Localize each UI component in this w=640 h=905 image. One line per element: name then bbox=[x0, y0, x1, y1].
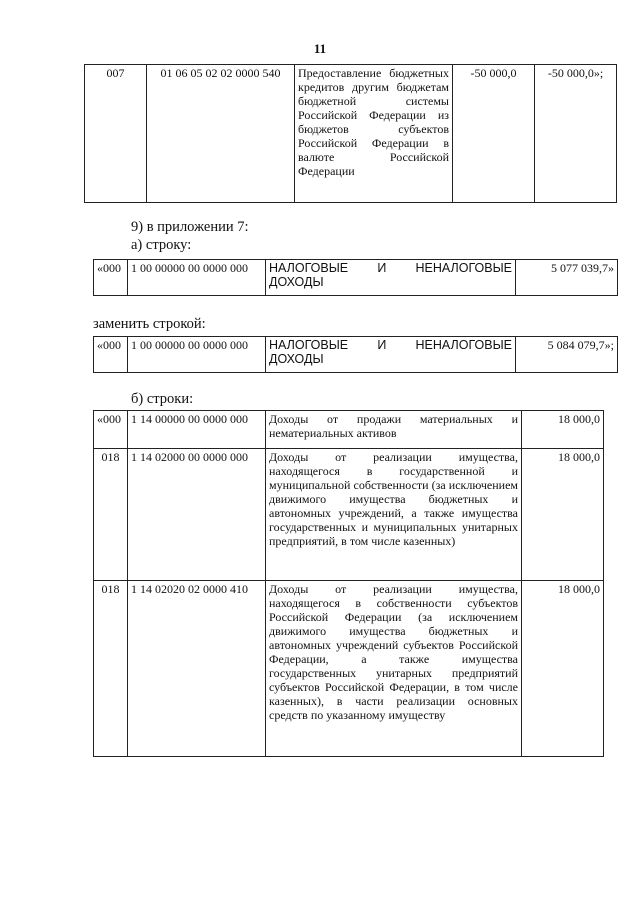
kbk-code-cell: 1 00 00000 00 0000 000 bbox=[128, 337, 266, 373]
table-row bbox=[85, 65, 617, 203]
table-row bbox=[94, 411, 604, 449]
page-number: 11 bbox=[313, 41, 327, 56]
table-row bbox=[94, 260, 618, 296]
admin-code-cell: 018 bbox=[94, 581, 128, 757]
value-cell: -50 000,0»; bbox=[535, 65, 617, 203]
description-cell: Доходы от реализации имущества, находящегося в собственности субъектов Российской Федерации (за исключением движимого имущества бюджетных и автономных учреждений субъектов Российской Федерации, а также имущества государственных унитарных предприятий субъектов Российской Федерации, в том числе казенных), в части реализации основных средств по указанному имуществу bbox=[266, 581, 522, 757]
replace-label: заменить строкой: bbox=[93, 316, 206, 332]
table-row bbox=[94, 449, 604, 581]
kbk-code-cell: 1 00 00000 00 0000 000 bbox=[128, 260, 266, 296]
value-cell: 18 000,0 bbox=[522, 581, 604, 757]
section-heading: 9) в приложении 7: bbox=[131, 219, 249, 235]
kbk-code-cell: 01 06 05 02 02 0000 540 bbox=[147, 65, 295, 203]
admin-code-cell: 018 bbox=[94, 449, 128, 581]
table-original-row bbox=[93, 259, 618, 296]
table-row bbox=[94, 581, 604, 757]
value-cell: 18 000,0 bbox=[522, 449, 604, 581]
kbk-code-cell: 1 14 00000 00 0000 000 bbox=[128, 411, 266, 449]
table-row bbox=[94, 337, 618, 373]
value-cell: 5 077 039,7» bbox=[516, 260, 618, 296]
subsection-heading: б) строки: bbox=[131, 391, 194, 407]
description-cell: Доходы от продажи материальных и нематериальных активов bbox=[266, 411, 522, 449]
table-replacement-row bbox=[93, 336, 618, 373]
description-cell: НАЛОГОВЫЕ И НЕНАЛОГОВЫЕ ДОХОДЫ bbox=[266, 260, 516, 296]
value-cell: -50 000,0 bbox=[453, 65, 535, 203]
kbk-code-cell: 1 14 02000 00 0000 000 bbox=[128, 449, 266, 581]
description-cell: НАЛОГОВЫЕ И НЕНАЛОГОВЫЕ ДОХОДЫ bbox=[266, 337, 516, 373]
admin-code-cell: «000 bbox=[94, 337, 128, 373]
admin-code-cell: «000 bbox=[94, 260, 128, 296]
admin-code-cell: 007 bbox=[85, 65, 147, 203]
value-cell: 18 000,0 bbox=[522, 411, 604, 449]
table-rows bbox=[93, 410, 604, 757]
table-continuation bbox=[84, 64, 617, 203]
kbk-code-cell: 1 14 02020 02 0000 410 bbox=[128, 581, 266, 757]
value-cell: 5 084 079,7»; bbox=[516, 337, 618, 373]
description-cell: Доходы от реализации имущества, находящегося в государственной и муниципальной собственности (за исключением движимого имущества бюджетных и автономных учреждений, а также имущества государственных и муниципальных унитарных предприятий, в том числе казенных) bbox=[266, 449, 522, 581]
admin-code-cell: «000 bbox=[94, 411, 128, 449]
description-cell: Предоставление бюджетных кредитов другим бюджетам бюджетной системы Российской Федерации из бюджетов субъектов Российской Федерации в валюте Российской Федерации bbox=[295, 65, 453, 203]
subsection-heading: а) строку: bbox=[131, 237, 192, 253]
